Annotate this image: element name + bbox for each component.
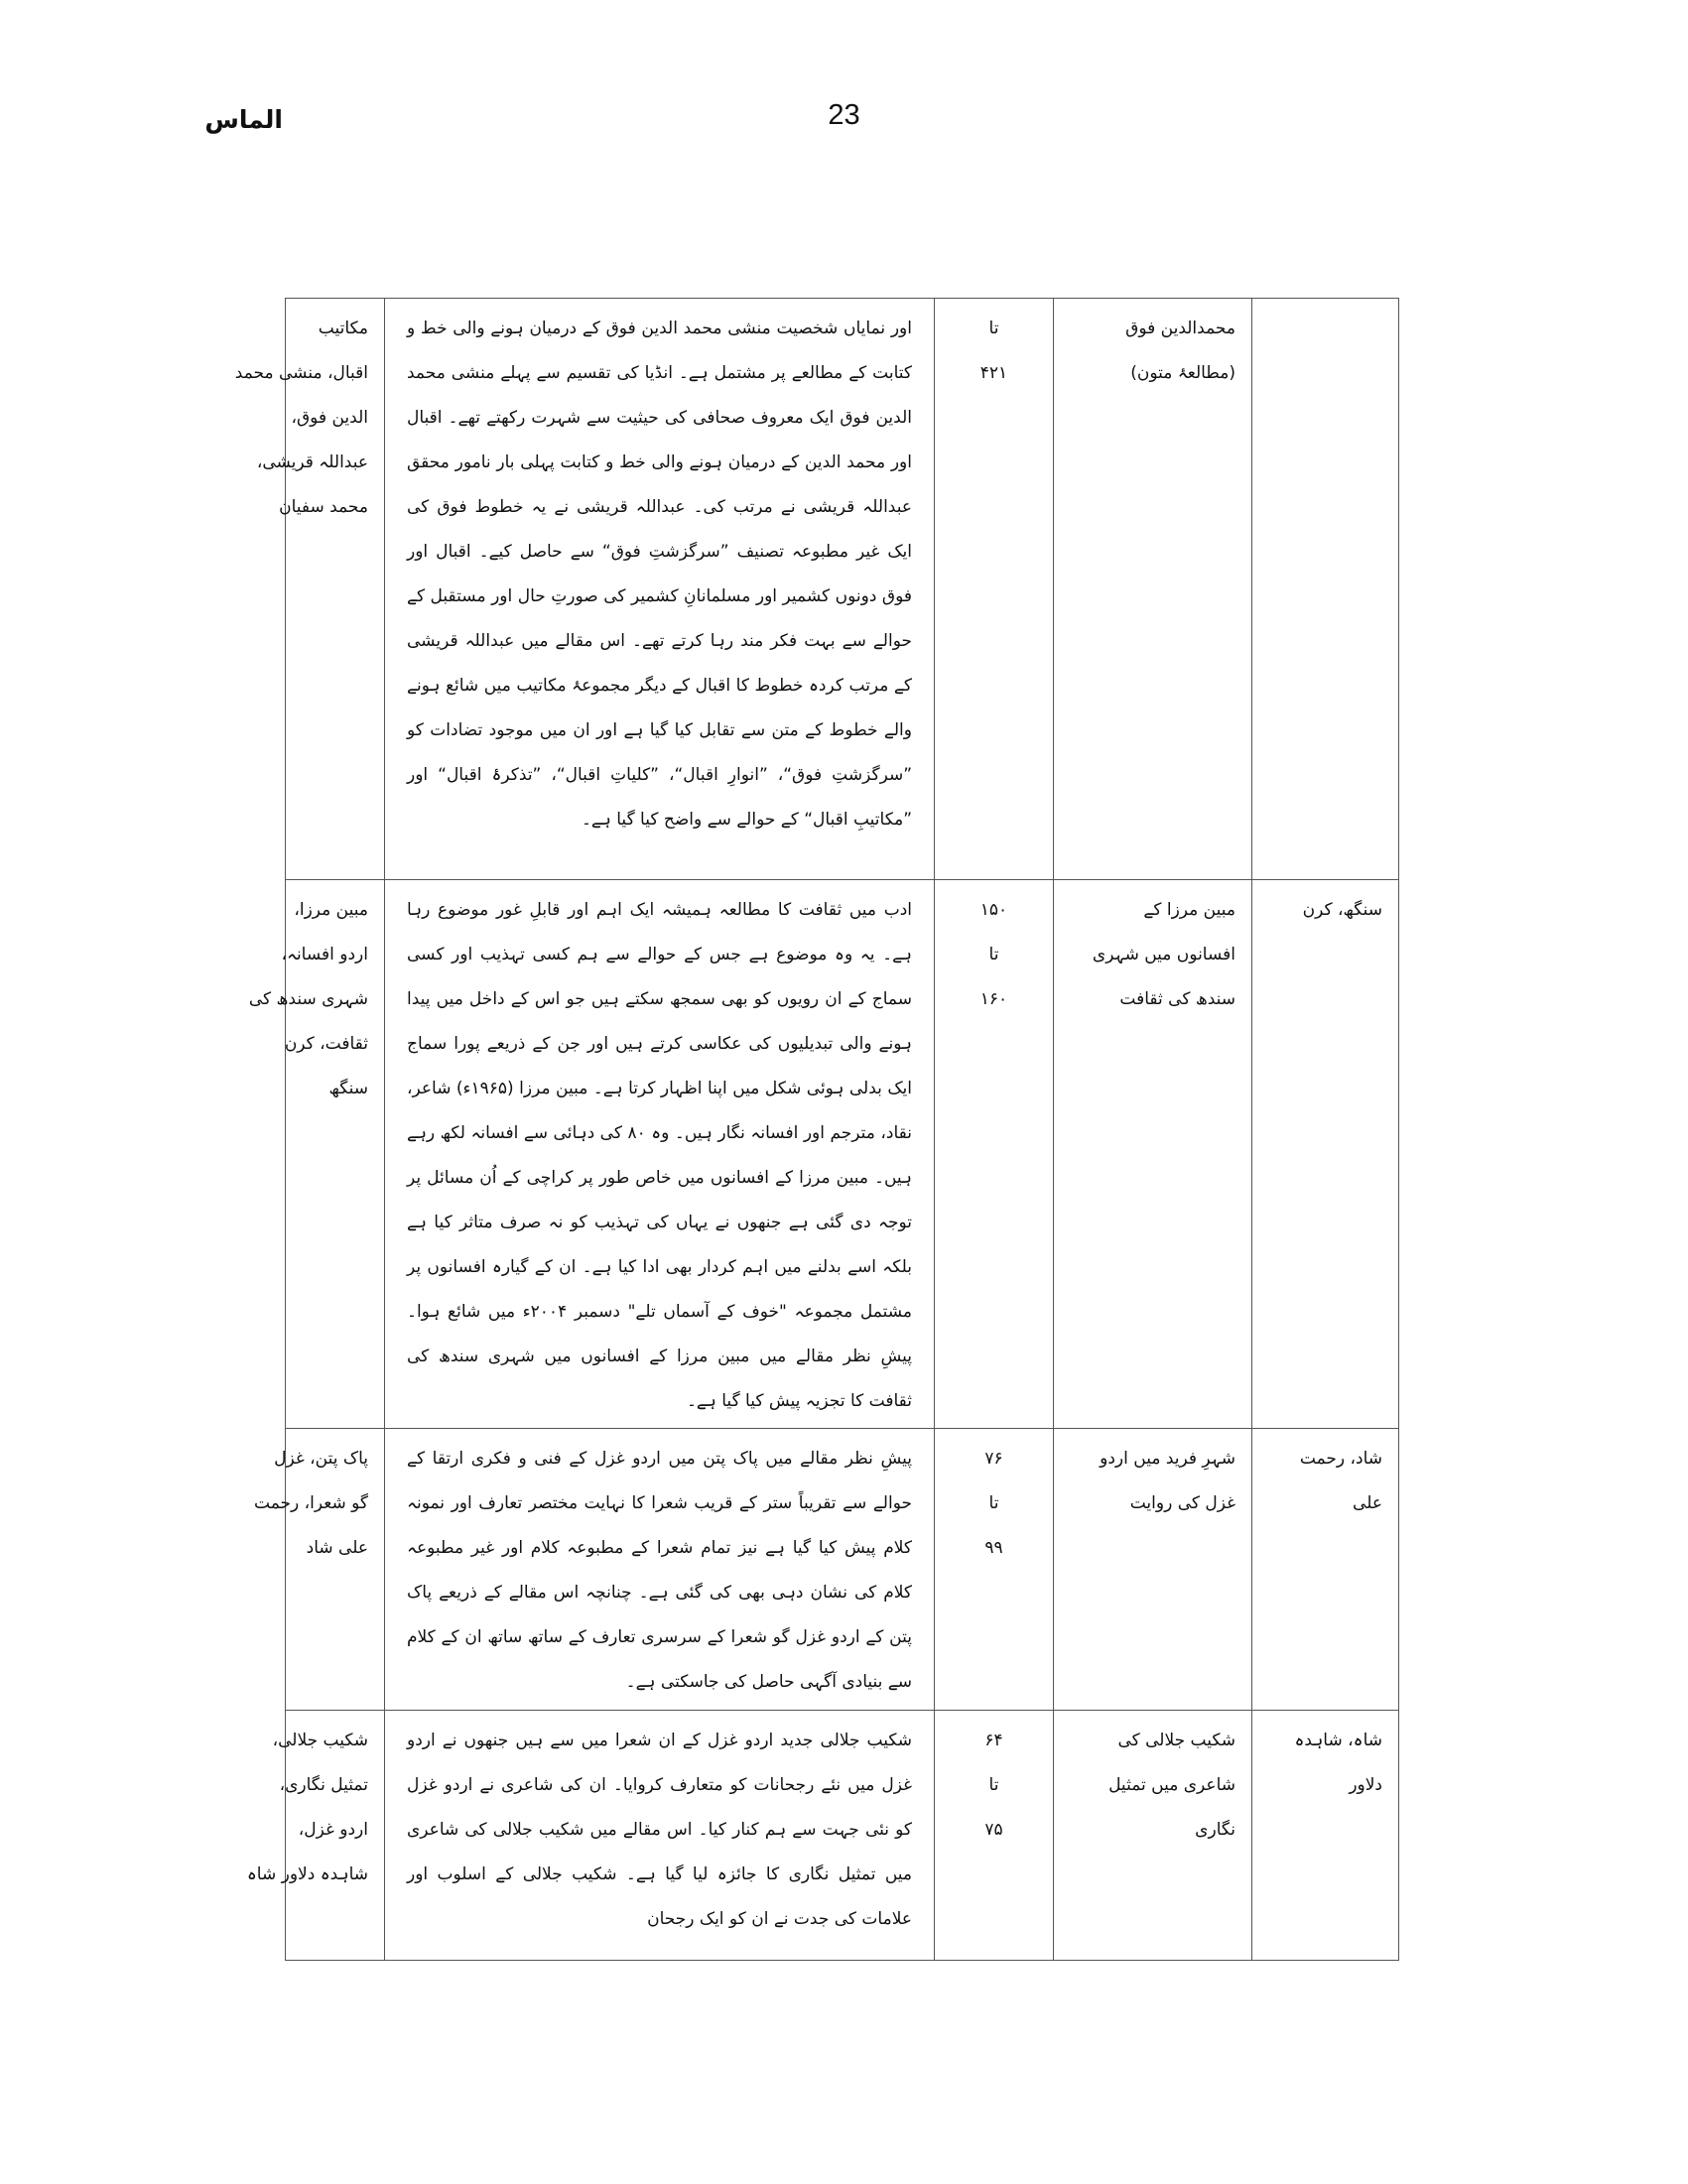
title-line: مبین مرزا کے — [1143, 900, 1235, 920]
pages-line: ۱۶۰ — [979, 989, 1008, 1009]
pages-line: ۷۶ — [984, 1449, 1003, 1469]
keywords-cell — [234, 299, 385, 880]
pages-cell — [935, 1429, 1054, 1711]
abstract-cell — [385, 299, 935, 880]
pages-cell — [935, 1711, 1054, 1961]
title-line: شاعری میں تمثیل — [1108, 1775, 1235, 1795]
keyword-line: سنگھ — [328, 1079, 368, 1098]
keyword-line: تمثیل نگاری، — [279, 1775, 368, 1795]
keyword-line: شاہدہ دلاور شاہ — [246, 1864, 368, 1884]
title-line: شہرِ فرید میں اردو — [1100, 1449, 1235, 1469]
keyword-line: مکاتیب — [318, 319, 368, 338]
abstract-cell — [385, 1429, 935, 1711]
abstract-text: شکیب جلالی جدید اردو غزل کے ان شعرا میں سے ہیں جنھوں نے اردو غزل میں نئے رجحانات کو متعارف کروایا۔ ان کی شاعری نے اردو غزل کو نئی جہت سے ہم کنار کیا۔ اس مقالے میں شکیب جلالی کی شاعری میں تمثیل نگاری کا جائزہ لیا گیا ہے۔ شکیب جلالی کے اسلوب اور علامات کی جدت نے ان کو ایک رجحان — [407, 1731, 912, 1929]
pages-line: ۱۵۰ — [979, 900, 1008, 920]
title-line: سندھ کی ثقافت — [1119, 989, 1235, 1009]
keyword-line: الدین فوق، — [291, 408, 368, 428]
abstract-text: پیشِ نظر مقالے میں پاک پتن میں اردو غزل کے فنی و فکری ارتقا کے حوالے سے تقریباً ستر کے قریب شعرا کا نہایت مختصر تعارف اور نمونہ کلام پیش کیا گیا ہے نیز تمام شعرا کے مطبوعہ کلام اور غیر مطبوعہ کلام کی نشان دہی بھی کی گئی ہے۔ چنانچہ اس مقالے کے ذریعے پاک پتن کے اردو غزل گو شعرا کے سرسری تعارف کے ساتھ ساتھ ان کے کلام سے بنیادی آگہی حاصل کی جاسکتی ہے۔ — [407, 1449, 912, 1692]
pages-line: ۴۲۱ — [979, 363, 1008, 383]
keywords-cell — [246, 1711, 385, 1961]
keyword-line: محمد سفیان — [279, 497, 368, 517]
author-name: شاہ، شاہدہ دلاور — [1294, 1731, 1382, 1795]
pages-line: تا — [988, 1775, 999, 1795]
keyword-line: پاک پتن، غزل — [274, 1449, 368, 1469]
keyword-line: اردو افسانہ، — [281, 945, 368, 964]
table-row — [286, 880, 1399, 1429]
title-line: غزل کی روایت — [1129, 1493, 1235, 1513]
table-row — [286, 1429, 1399, 1711]
author-cell — [1252, 299, 1399, 880]
keyword-line: مبین مرزا، — [294, 900, 368, 920]
abstract-cell — [385, 880, 935, 1429]
page-number: 23 — [828, 99, 860, 131]
title-line: نگاری — [1195, 1820, 1235, 1840]
table-row — [286, 299, 1399, 880]
title-cell — [1054, 880, 1252, 1429]
keyword-line: ثقافت، کرن — [284, 1034, 368, 1054]
pages-line: ۷۵ — [984, 1820, 1003, 1840]
pages-line: تا — [988, 319, 999, 338]
keyword-line: شکیب جلالی، — [272, 1731, 368, 1750]
author-name: سنگھ، کرن — [1302, 900, 1382, 920]
keywords-cell — [254, 1429, 385, 1711]
pages-line: ۶۴ — [984, 1731, 1003, 1750]
author-cell — [1252, 1429, 1399, 1711]
title-cell — [1054, 1711, 1252, 1961]
title-cell — [1054, 1429, 1252, 1711]
pages-cell — [935, 880, 1054, 1429]
title-cell — [1054, 299, 1252, 880]
title-line: محمدالدین فوق — [1125, 319, 1235, 338]
keyword-line: گو شعرا، رحمت — [254, 1493, 368, 1513]
keyword-line: اردو غزل، — [298, 1820, 368, 1840]
author-cell — [1252, 1711, 1399, 1961]
abstract-text: اور نمایاں شخصیت منشی محمد الدین فوق کے درمیان ہونے والی خط و کتابت کے مطالعے پر مشتمل ہے۔ انڈیا کی تقسیم سے پہلے منشی محمد الدین فوق ایک معروف صحافی کی حیثیت سے شہرت رکھتے تھے۔ اقبال اور محمد الدین کے درمیان ہونے والی خط و کتابت پہلی بار نامور محقق عبداللہ قریشی نے مرتب کی۔ عبداللہ قریشی نے یہ خطوط فوق کی ایک غیر مطبوعہ تصنیف ”سرگزشتِ فوق“ سے حاصل کیے۔ اقبال اور فوق دونوں کشمیر اور مسلمانانِ کشمیر کی صورتِ حال اور مستقبل کے حوالے سے بہت فکر مند رہا کرتے تھے۔ اس مقالے میں عبداللہ قریشی کے مرتب کردہ خطوط کا اقبال کے دیگر مجموعۂ مکاتیب میں شائع ہونے والے خطوط کے متن سے تقابل کیا گیا ہے اور ان میں موجود تضادات کو ”سرگزشتِ فوق“، ”انوارِ اقبال“، ”کلیاتِ اقبال“، ”تذکرۂ اقبال“ اور ”مکاتیبِ اقبال“ کے حوالے سے واضح کیا گیا ہے۔ — [407, 319, 912, 830]
journal-name: الماس — [204, 105, 283, 134]
pages-line: ۹۹ — [984, 1538, 1003, 1558]
pages-line: تا — [988, 1493, 999, 1513]
keyword-line: اقبال، منشی محمد — [234, 363, 368, 383]
abstract-cell — [385, 1711, 935, 1961]
table-row — [286, 1711, 1399, 1961]
title-line: شکیب جلالی کی — [1117, 1731, 1235, 1750]
keywords-cell — [248, 880, 385, 1429]
pages-cell — [935, 299, 1054, 880]
keyword-line: علی شاد — [306, 1538, 368, 1558]
keyword-line: شہری سندھ کی — [248, 989, 368, 1009]
title-line: افسانوں میں شہری — [1092, 945, 1235, 964]
pages-line: تا — [988, 945, 999, 964]
author-name: شاد، رحمت علی — [1299, 1449, 1382, 1513]
index-table — [234, 298, 1399, 1961]
keyword-line: عبداللہ قریشی، — [256, 452, 368, 472]
abstract-text: ادب میں ثقافت کا مطالعہ ہمیشہ ایک اہم اور قابلِ غور موضوع رہا ہے۔ یہ وہ موضوع ہے جس کے حوالے سے ہم کسی تہذیب اور کسی سماج کے ان رویوں کو بھی سمجھ سکتے ہیں جو اس کے داخل میں پیدا ہونے والی تبدیلیوں کی عکاسی کرتے ہیں اور جن کے ذریعے پورا سماج ایک بدلی ہوئی شکل میں اپنا اظہار کرتا ہے۔ مبین مرزا (۱۹۶۵ء) شاعر، نقاد، مترجم اور افسانہ نگار ہیں۔ وہ ۸۰ کی دہائی سے افسانہ لکھ رہے ہیں۔ مبین مرزا کے افسانوں میں خاص طور پر کراچی کے اُن مسائل پر توجہ دی گئی ہے جنھوں نے یہاں کی تہذیب کو نہ صرف متاثر کیا ہے بلکہ اسے بدلنے میں اہم کردار بھی ادا کیا ہے۔ ان کے گیارہ افسانوں پر مشتمل مجموعہ "خوف کے آسماں تلے" دسمبر ۲۰۰۴ء میں شائع ہوا۔ پیشِ نظر مقالے میں مبین مرزا کے افسانوں میں شہری سندھ کی ثقافت کا تجزیہ پیش کیا گیا ہے۔ — [407, 900, 912, 1411]
author-cell — [1252, 880, 1399, 1429]
title-line: (مطالعۂ متون) — [1130, 363, 1235, 383]
